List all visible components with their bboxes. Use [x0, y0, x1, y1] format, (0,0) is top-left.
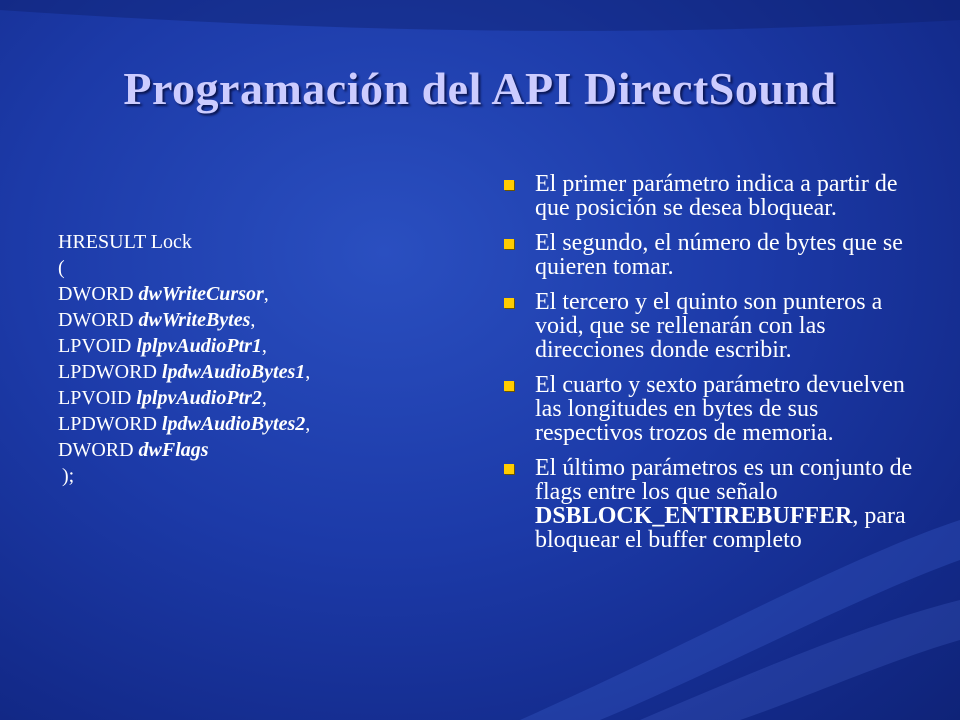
square-bullet-icon	[504, 381, 514, 391]
code-line	[58, 281, 458, 307]
code-keyword: DWORD	[58, 283, 139, 305]
bullet-item	[500, 231, 920, 279]
code-argument: lplpvAudioPtr2	[136, 387, 262, 409]
code-keyword: (	[58, 257, 65, 279]
code-punct: ,	[261, 335, 267, 357]
code-line	[58, 359, 458, 385]
code-keyword: LPVOID	[58, 335, 137, 357]
code-punct: ,	[305, 413, 311, 435]
slide-title: Programación del API DirectSound	[123, 63, 837, 114]
bullet-text-pre: El último parámetros es un conjunto de flags entre los que señalo	[535, 455, 913, 505]
code-punct: ,	[263, 283, 269, 305]
bullet-text: El tercero y el quinto son punteros a void, que se rellenarán con las direcciones donde escribir.	[535, 289, 883, 363]
bullet-list	[500, 172, 920, 563]
code-keyword: LPDWORD	[58, 361, 162, 383]
bullet-text-post: , para bloquear el buffer completo	[535, 503, 906, 553]
bullet-text-bold: DSBLOCK_ENTIREBUFFER	[535, 503, 853, 529]
code-punct: ,	[250, 309, 256, 331]
code-keyword: HRESULT Lock	[58, 231, 192, 253]
code-argument: lpdwAudioBytes2	[161, 413, 306, 435]
bullet-item	[500, 172, 920, 220]
code-line	[58, 229, 458, 255]
square-bullet-icon	[504, 180, 514, 190]
bullet-item	[500, 456, 920, 552]
code-keyword: LPDWORD	[58, 413, 162, 435]
code-argument: dwWriteBytes	[138, 309, 251, 331]
code-line	[58, 463, 458, 489]
code-block	[58, 229, 458, 489]
code-punct: ,	[261, 387, 267, 409]
code-argument: lpdwAudioBytes1	[161, 361, 306, 383]
code-line	[58, 437, 458, 463]
code-punct: ,	[305, 361, 311, 383]
square-bullet-icon	[504, 464, 514, 474]
bullet-text: El segundo, el número de bytes que se quieren tomar.	[535, 230, 903, 280]
code-argument: dwFlags	[138, 439, 209, 461]
code-argument: dwWriteCursor	[138, 283, 264, 305]
square-bullet-icon	[504, 298, 514, 308]
code-keyword: DWORD	[58, 439, 139, 461]
bullet-text: El cuarto y sexto parámetro devuelven las longitudes en bytes de sus respectivos trozos de memoria.	[535, 372, 905, 446]
code-keyword: DWORD	[58, 309, 139, 331]
bullet-text: El primer parámetro indica a partir de que posición se desea bloquear.	[535, 171, 898, 221]
code-argument: lplpvAudioPtr1	[136, 335, 262, 357]
code-line	[58, 307, 458, 333]
code-line	[58, 411, 458, 437]
bullet-item	[500, 373, 920, 445]
code-line	[58, 255, 458, 281]
square-bullet-icon	[504, 239, 514, 249]
bullet-item	[500, 290, 920, 362]
code-line	[58, 333, 458, 359]
code-line	[58, 385, 458, 411]
code-keyword: LPVOID	[58, 387, 137, 409]
code-keyword: );	[62, 465, 75, 487]
